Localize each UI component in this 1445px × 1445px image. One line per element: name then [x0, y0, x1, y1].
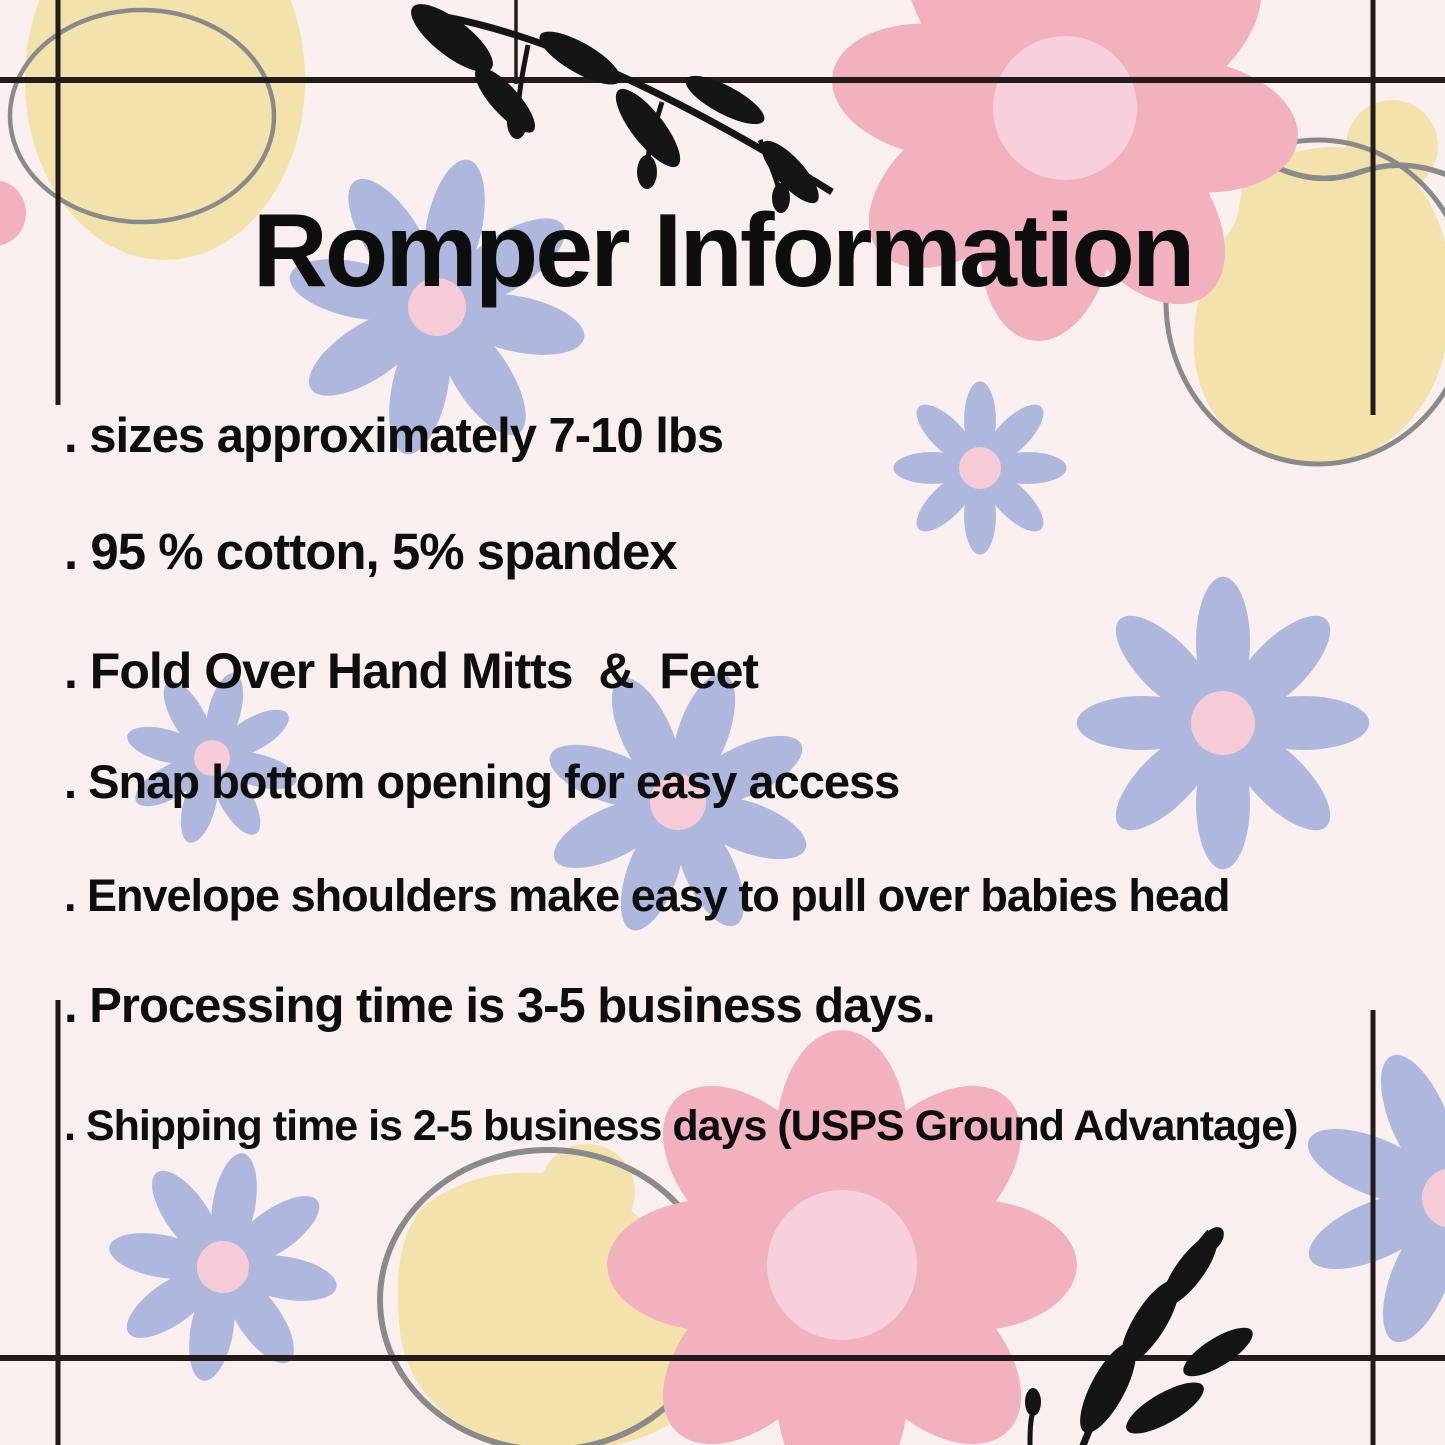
info-line-shoulders: . Envelope shoulders make easy to pull over babies head	[64, 870, 1230, 921]
info-line-processing: . Processing time is 3-5 business days.	[64, 979, 935, 1033]
page-title: Romper Information	[252, 193, 1193, 309]
info-line-shipping: . Shipping time is 2-5 business days (USPS Ground Advantage)	[64, 1102, 1298, 1150]
info-line-snap: . Snap bottom opening for easy access	[64, 755, 900, 808]
info-line-sizes: . sizes approximately 7-10 lbs	[64, 409, 724, 463]
info-line-fabric: . 95 % cotton, 5% spandex	[64, 523, 677, 580]
info-line-mitts: . Fold Over Hand Mitts & Feet	[64, 643, 759, 699]
